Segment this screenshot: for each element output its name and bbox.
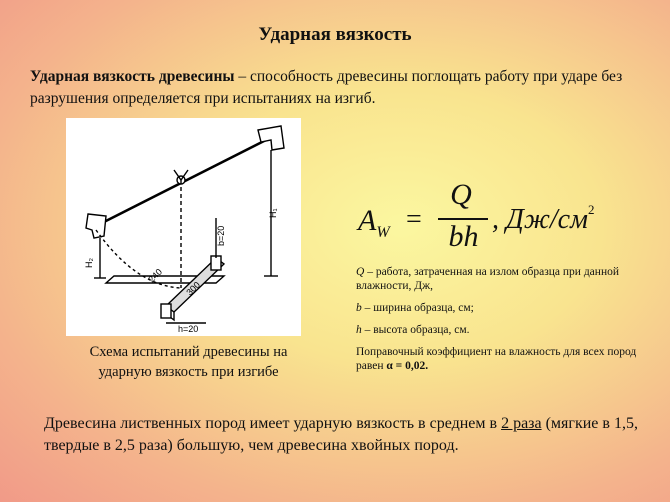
test-scheme-drawing [66, 118, 301, 336]
label-b: b=20 [216, 225, 226, 246]
legend-q: Q – работа, затраченная на излом образца при данной влажности, Дж, [356, 266, 619, 292]
support-right [211, 256, 221, 270]
page-title: Ударная вязкость [258, 24, 412, 45]
intro-paragraph [30, 66, 645, 110]
legend-b: b – ширина образца, см; [356, 302, 474, 314]
label-h1: H₁ [268, 208, 278, 218]
figure-caption: Схема испытаний древесины на ударную вязкость при изгибе [89, 344, 288, 380]
formula-unit: , $Дж/см^2$ [492, 201, 595, 235]
impact-formula [356, 178, 606, 253]
highlight-2x: 2 раза [501, 415, 542, 432]
legend-h: h – высота образца, см. [356, 324, 470, 336]
intro-definition: – способность древесины поглощать работу при ударе без разрушения определяется при испытаниях на изгиб. [30, 68, 623, 107]
support-left [161, 304, 171, 318]
label-300: 300 [184, 279, 203, 298]
test-scheme-figure [66, 118, 301, 336]
label-h2: H₂ [84, 258, 94, 268]
formula-numerator: Q [450, 178, 472, 211]
hammer-head [258, 126, 284, 150]
formula-equals: = [406, 204, 422, 235]
conclusion-paragraph: Древесина лиственных пород имеет ударную вязкость в среднем в 2 раза (мягкие в 1,5, твердые в 2,5 раза) большую, чем древесина хвойных пород. [44, 415, 638, 454]
formula-denominator: bh [448, 220, 479, 253]
formula-lhs: $A_W$ [358, 204, 390, 241]
label-240: 240 [146, 266, 165, 285]
label-h: h=20 [178, 324, 199, 334]
legend-coefficient: Поправочный коэффициент на влажность для всех пород равен α = 0,02. [356, 346, 637, 372]
striker-head [86, 214, 106, 238]
formula-legend [356, 265, 646, 381]
intro-term: Ударная вязкость древесины [30, 68, 235, 85]
swing-arc [96, 230, 181, 288]
